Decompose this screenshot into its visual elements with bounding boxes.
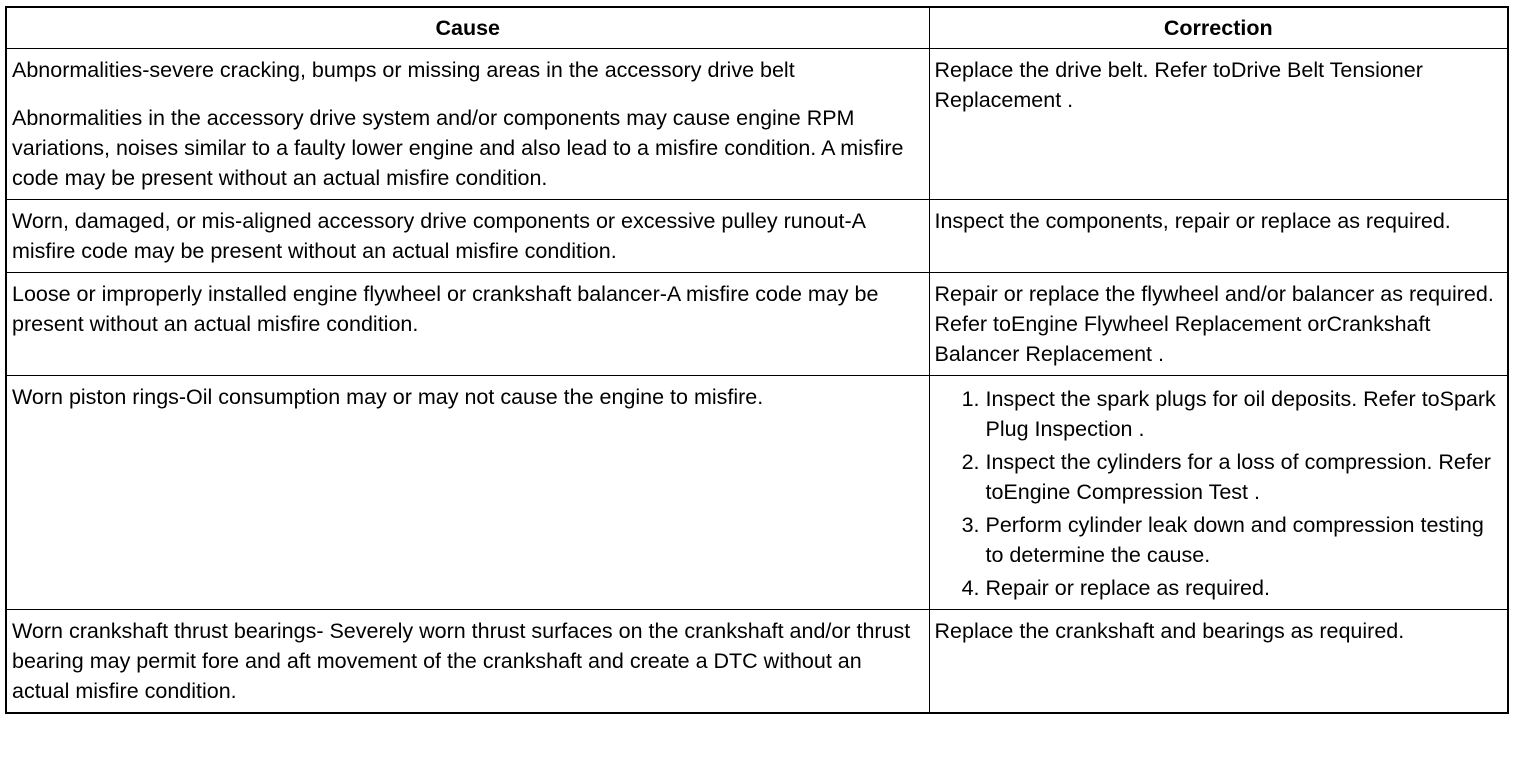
correction-column-header: Correction xyxy=(929,7,1508,49)
cause-cell xyxy=(6,200,929,273)
header-row xyxy=(6,7,1508,49)
table-row xyxy=(6,273,1508,376)
table-row xyxy=(6,376,1508,610)
cause-text: Worn crankshaft thrust bearings- Severely worn thrust surfaces on the crankshaft and/or thrust bearing may permit fore and aft movement of the crankshaft and create a DTC without an actual misfire condition. xyxy=(12,619,911,703)
cause-text: Loose or improperly installed engine flywheel or crankshaft balancer-A misfire code may be present without an actual misfire condition. xyxy=(12,282,879,336)
correction-step: 1. Inspect the spark plugs for oil deposits. Refer toSpark Plug Inspection . xyxy=(986,384,1502,444)
cause-note: Abnormalities in the accessory drive system and/or components may cause engine RPM variations, noises similar to a faulty lower engine and also lead to a misfire condition. A misfire code may be present without an actual misfire condition. xyxy=(12,106,904,190)
diagnostic-table xyxy=(5,6,1509,714)
table-row xyxy=(6,200,1508,273)
correction-text: Replace the crankshaft and bearings as required. xyxy=(934,619,1405,643)
correction-cell xyxy=(929,200,1508,273)
cause-text: Abnormalities-severe cracking, bumps or missing areas in the accessory drive belt xyxy=(12,58,795,82)
table-row xyxy=(6,610,1508,714)
correction-text: Repair or replace the flywheel and/or balancer as required. Refer toEngine Flywheel Replacement orCrankshaft Balancer Replacement . xyxy=(934,282,1494,366)
correction-cell xyxy=(929,376,1508,610)
correction-text: Replace the drive belt. Refer toDrive Belt Tensioner Replacement . xyxy=(934,58,1423,112)
cause-text: Worn piston rings-Oil consumption may or may not cause the engine to misfire. xyxy=(12,385,764,409)
correction-step: 2. Inspect the cylinders for a loss of compression. Refer toEngine Compression Test . xyxy=(986,447,1502,507)
cause-cell xyxy=(6,49,929,200)
correction-cell xyxy=(929,49,1508,200)
correction-text: Inspect the components, repair or replace as required. xyxy=(934,209,1451,233)
cause-column-header: Cause xyxy=(6,7,929,49)
cause-cell xyxy=(6,610,929,714)
cause-cell xyxy=(6,273,929,376)
correction-step: 3. Perform cylinder leak down and compression testing to determine the cause. xyxy=(986,510,1502,570)
cause-text: Worn, damaged, or mis-aligned accessory drive components or excessive pulley runout-A misfire code may be present without an actual misfire condition. xyxy=(12,209,865,263)
correction-step: 4. Repair or replace as required. xyxy=(986,573,1502,603)
correction-cell xyxy=(929,610,1508,714)
cause-cell xyxy=(6,376,929,610)
table-row xyxy=(6,49,1508,200)
correction-cell xyxy=(929,273,1508,376)
correction-steps-list xyxy=(935,384,1502,603)
